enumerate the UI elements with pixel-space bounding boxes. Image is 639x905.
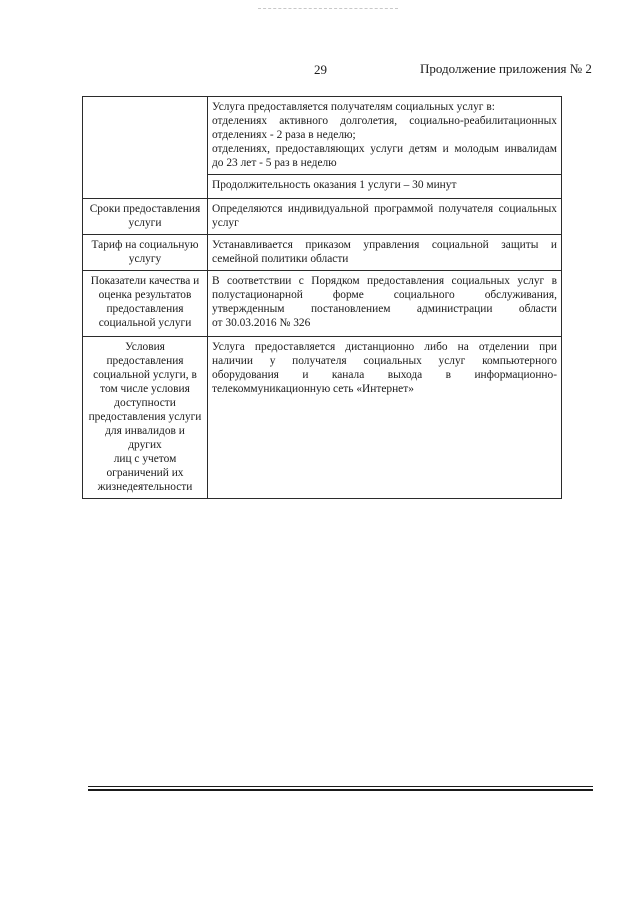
label-line: том числе условия <box>100 383 190 395</box>
label-line: предоставления <box>106 355 184 367</box>
text-line: отделениях, предоставляющих услуги детям и молодым инвалидам <box>212 143 557 155</box>
service-table <box>82 96 562 499</box>
text-line: наличии у получателя социальных услуг компьютерного <box>212 355 557 367</box>
content-cell <box>208 97 562 175</box>
content-cell <box>208 235 562 271</box>
label-cell <box>83 235 208 271</box>
table-row <box>83 235 562 271</box>
label-cell <box>83 271 208 337</box>
table-row <box>83 271 562 337</box>
text-line: телекоммуникационную сеть «Интернет» <box>212 383 414 395</box>
label-cell <box>83 199 208 235</box>
label-line: Условия <box>125 341 165 353</box>
text-line: семейной политики области <box>212 253 349 265</box>
label-line: услуги <box>128 217 162 229</box>
label-line: социальной услуги, в <box>93 369 197 381</box>
label-line: предоставления услуги <box>88 411 202 423</box>
label-line: социальной услуги <box>98 317 192 329</box>
text-line: Услуга предоставляется дистанционно либо на отделении при <box>212 341 557 353</box>
text-line: В соответствии с Порядком предоставления социальных услуг в <box>212 275 557 287</box>
content-cell <box>208 337 562 499</box>
footer-rule <box>88 786 593 787</box>
text-line: оборудования и канала выхода в информационно- <box>212 369 557 381</box>
text-line: утвержденным постановлением администрации области <box>212 303 557 315</box>
text-line: Услуга предоставляется получателям социальных услуг в: <box>212 101 495 113</box>
content-cell <box>208 175 562 199</box>
text-line: отделениях - 2 раза в неделю; <box>212 129 356 141</box>
label-line: доступности <box>114 397 176 409</box>
text-line: до 23 лет - 5 раз в неделю <box>212 157 337 169</box>
page-number: 29 <box>314 62 327 77</box>
text-line: Определяются индивидуальной программой получателя социальных <box>212 203 557 215</box>
label-cell <box>83 337 208 499</box>
appendix-label: Продолжение приложения № 2 <box>420 61 592 76</box>
label-line: услугу <box>128 253 162 265</box>
scan-artifact <box>258 8 398 10</box>
table-row <box>83 337 562 499</box>
label-line: предоставления <box>106 303 184 315</box>
content-cell <box>208 271 562 337</box>
label-line: Сроки предоставления <box>89 203 201 215</box>
content-cell <box>208 199 562 235</box>
text-line: отделениях активного долголетия, социально-реабилитационных <box>212 115 557 127</box>
footer-rule <box>88 789 593 791</box>
text-line: Продолжительность оказания 1 услуги – 30 минут <box>212 179 457 191</box>
table-row <box>83 199 562 235</box>
label-line: лиц с учетом <box>113 453 177 465</box>
text-line: полустационарной форме социального обслуживания, <box>212 289 557 301</box>
label-line: Тариф на социальную <box>91 239 199 251</box>
text-line: Устанавливается приказом управления социальной защиты и <box>212 239 557 251</box>
label-line: оценка результатов <box>98 289 192 301</box>
label-cell-empty <box>83 97 208 199</box>
text-line: услуг <box>212 217 239 229</box>
label-line: ограничений их <box>106 467 184 479</box>
table-row <box>83 97 562 175</box>
label-line: жизнедеятельности <box>97 481 193 493</box>
label-line: для инвалидов и других <box>105 425 185 451</box>
label-line: Показатели качества и <box>90 275 200 287</box>
text-line: от 30.03.2016 № 326 <box>212 317 311 329</box>
